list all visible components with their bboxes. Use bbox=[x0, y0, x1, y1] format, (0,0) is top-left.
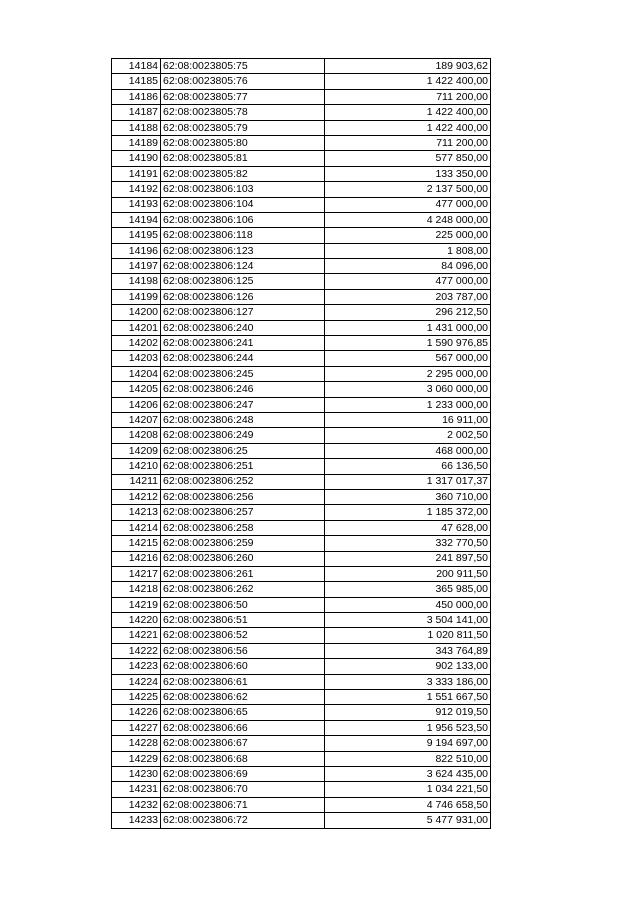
cadastral-value-table bbox=[111, 58, 491, 829]
row-number-cell: 14190 bbox=[112, 151, 161, 166]
row-number-cell: 14206 bbox=[112, 397, 161, 412]
row-number-cell: 14186 bbox=[112, 89, 161, 104]
cadastral-value-cell: 1 422 400,00 bbox=[325, 105, 491, 120]
cadastral-value-cell: 2 137 500,00 bbox=[325, 182, 491, 197]
cadastral-number-cell: 62:08:0023806:65 bbox=[161, 705, 325, 720]
table-row bbox=[112, 690, 491, 705]
cadastral-value-cell: 3 060 000,00 bbox=[325, 382, 491, 397]
cadastral-number-cell: 62:08:0023806:249 bbox=[161, 428, 325, 443]
cadastral-value-cell: 225 000,00 bbox=[325, 228, 491, 243]
row-number-cell: 14197 bbox=[112, 259, 161, 274]
cadastral-value-cell: 203 787,00 bbox=[325, 289, 491, 304]
table-row bbox=[112, 643, 491, 658]
row-number-cell: 14184 bbox=[112, 59, 161, 74]
table-row bbox=[112, 782, 491, 797]
row-number-cell: 14213 bbox=[112, 505, 161, 520]
row-number-cell: 14218 bbox=[112, 582, 161, 597]
cadastral-number-cell: 62:08:0023806:103 bbox=[161, 182, 325, 197]
row-number-cell: 14203 bbox=[112, 351, 161, 366]
table-row bbox=[112, 289, 491, 304]
cadastral-value-cell: 66 136,50 bbox=[325, 459, 491, 474]
cadastral-value-cell: 200 911,50 bbox=[325, 566, 491, 581]
row-number-cell: 14210 bbox=[112, 459, 161, 474]
row-number-cell: 14207 bbox=[112, 412, 161, 427]
table-row bbox=[112, 74, 491, 89]
row-number-cell: 14215 bbox=[112, 536, 161, 551]
row-number-cell: 14230 bbox=[112, 766, 161, 781]
cadastral-value-cell: 4 248 000,00 bbox=[325, 212, 491, 227]
cadastral-number-cell: 62:08:0023806:66 bbox=[161, 720, 325, 735]
table-row bbox=[112, 182, 491, 197]
cadastral-value-cell: 1 808,00 bbox=[325, 243, 491, 258]
cadastral-value-cell: 1 422 400,00 bbox=[325, 120, 491, 135]
cadastral-number-cell: 62:08:0023806:72 bbox=[161, 813, 325, 828]
cadastral-number-cell: 62:08:0023805:80 bbox=[161, 135, 325, 150]
cadastral-number-cell: 62:08:0023805:78 bbox=[161, 105, 325, 120]
table-row bbox=[112, 674, 491, 689]
cadastral-value-cell: 1 034 221,50 bbox=[325, 782, 491, 797]
table-row bbox=[112, 228, 491, 243]
cadastral-value-cell: 567 000,00 bbox=[325, 351, 491, 366]
row-number-cell: 14194 bbox=[112, 212, 161, 227]
cadastral-value-cell: 3 504 141,00 bbox=[325, 613, 491, 628]
cadastral-value-cell: 360 710,00 bbox=[325, 489, 491, 504]
cadastral-number-cell: 62:08:0023806:71 bbox=[161, 797, 325, 812]
cadastral-number-cell: 62:08:0023806:262 bbox=[161, 582, 325, 597]
cadastral-number-cell: 62:08:0023806:260 bbox=[161, 551, 325, 566]
row-number-cell: 14232 bbox=[112, 797, 161, 812]
table-row bbox=[112, 797, 491, 812]
table-row bbox=[112, 412, 491, 427]
row-number-cell: 14185 bbox=[112, 74, 161, 89]
cadastral-value-cell: 1 185 372,00 bbox=[325, 505, 491, 520]
cadastral-value-cell: 577 850,00 bbox=[325, 151, 491, 166]
table-row bbox=[112, 59, 491, 74]
cadastral-number-cell: 62:08:0023806:240 bbox=[161, 320, 325, 335]
row-number-cell: 14219 bbox=[112, 597, 161, 612]
row-number-cell: 14221 bbox=[112, 628, 161, 643]
cadastral-value-cell: 1 431 000,00 bbox=[325, 320, 491, 335]
table-row bbox=[112, 89, 491, 104]
table-row bbox=[112, 628, 491, 643]
cadastral-value-cell: 9 194 697,00 bbox=[325, 736, 491, 751]
row-number-cell: 14199 bbox=[112, 289, 161, 304]
cadastral-value-cell: 343 764,89 bbox=[325, 643, 491, 658]
cadastral-number-cell: 62:08:0023806:69 bbox=[161, 766, 325, 781]
cadastral-value-cell: 912 019,50 bbox=[325, 705, 491, 720]
cadastral-value-cell: 47 628,00 bbox=[325, 520, 491, 535]
cadastral-number-cell: 62:08:0023805:81 bbox=[161, 151, 325, 166]
row-number-cell: 14224 bbox=[112, 674, 161, 689]
cadastral-value-cell: 1 317 017,37 bbox=[325, 474, 491, 489]
cadastral-number-cell: 62:08:0023806:50 bbox=[161, 597, 325, 612]
row-number-cell: 14211 bbox=[112, 474, 161, 489]
row-number-cell: 14192 bbox=[112, 182, 161, 197]
table-row bbox=[112, 751, 491, 766]
cadastral-value-cell: 189 903,62 bbox=[325, 59, 491, 74]
cadastral-value-cell: 711 200,00 bbox=[325, 89, 491, 104]
cadastral-value-cell: 477 000,00 bbox=[325, 274, 491, 289]
cadastral-number-cell: 62:08:0023805:82 bbox=[161, 166, 325, 181]
row-number-cell: 14189 bbox=[112, 135, 161, 150]
cadastral-value-cell: 822 510,00 bbox=[325, 751, 491, 766]
cadastral-number-cell: 62:08:0023806:247 bbox=[161, 397, 325, 412]
cadastral-number-cell: 62:08:0023806:259 bbox=[161, 536, 325, 551]
cadastral-value-cell: 1 956 523,50 bbox=[325, 720, 491, 735]
cadastral-value-cell: 2 002,50 bbox=[325, 428, 491, 443]
row-number-cell: 14196 bbox=[112, 243, 161, 258]
table-body bbox=[112, 59, 491, 829]
row-number-cell: 14226 bbox=[112, 705, 161, 720]
table-row bbox=[112, 320, 491, 335]
cadastral-number-cell: 62:08:0023806:241 bbox=[161, 336, 325, 351]
row-number-cell: 14220 bbox=[112, 613, 161, 628]
table-row bbox=[112, 305, 491, 320]
cadastral-value-cell: 4 746 658,50 bbox=[325, 797, 491, 812]
cadastral-value-cell: 3 624 435,00 bbox=[325, 766, 491, 781]
cadastral-number-cell: 62:08:0023806:246 bbox=[161, 382, 325, 397]
table-row bbox=[112, 659, 491, 674]
cadastral-value-cell: 365 985,00 bbox=[325, 582, 491, 597]
cadastral-value-cell: 133 350,00 bbox=[325, 166, 491, 181]
cadastral-value-cell: 477 000,00 bbox=[325, 197, 491, 212]
cadastral-number-cell: 62:08:0023806:126 bbox=[161, 289, 325, 304]
table-row bbox=[112, 336, 491, 351]
row-number-cell: 14188 bbox=[112, 120, 161, 135]
table-row bbox=[112, 274, 491, 289]
row-number-cell: 14229 bbox=[112, 751, 161, 766]
cadastral-number-cell: 62:08:0023806:252 bbox=[161, 474, 325, 489]
cadastral-value-cell: 241 897,50 bbox=[325, 551, 491, 566]
row-number-cell: 14225 bbox=[112, 690, 161, 705]
cadastral-number-cell: 62:08:0023806:118 bbox=[161, 228, 325, 243]
cadastral-number-cell: 62:08:0023806:124 bbox=[161, 259, 325, 274]
cadastral-value-cell: 16 911,00 bbox=[325, 412, 491, 427]
cadastral-number-cell: 62:08:0023806:51 bbox=[161, 613, 325, 628]
cadastral-number-cell: 62:08:0023806:56 bbox=[161, 643, 325, 658]
table-row bbox=[112, 459, 491, 474]
table-row bbox=[112, 489, 491, 504]
cadastral-number-cell: 62:08:0023805:77 bbox=[161, 89, 325, 104]
row-number-cell: 14231 bbox=[112, 782, 161, 797]
table-row bbox=[112, 351, 491, 366]
cadastral-value-cell: 1 551 667,50 bbox=[325, 690, 491, 705]
table-row bbox=[112, 705, 491, 720]
table-row bbox=[112, 135, 491, 150]
table-row bbox=[112, 397, 491, 412]
cadastral-value-cell: 711 200,00 bbox=[325, 135, 491, 150]
cadastral-value-cell: 902 133,00 bbox=[325, 659, 491, 674]
table-row bbox=[112, 428, 491, 443]
cadastral-value-cell: 332 770,50 bbox=[325, 536, 491, 551]
cadastral-number-cell: 62:08:0023806:67 bbox=[161, 736, 325, 751]
table-row bbox=[112, 474, 491, 489]
cadastral-number-cell: 62:08:0023806:251 bbox=[161, 459, 325, 474]
cadastral-value-cell: 84 096,00 bbox=[325, 259, 491, 274]
cadastral-value-cell: 1 233 000,00 bbox=[325, 397, 491, 412]
table-row bbox=[112, 520, 491, 535]
cadastral-number-cell: 62:08:0023805:79 bbox=[161, 120, 325, 135]
table-row bbox=[112, 120, 491, 135]
table-row bbox=[112, 382, 491, 397]
cadastral-value-cell: 468 000,00 bbox=[325, 443, 491, 458]
cadastral-value-cell: 1 590 976,85 bbox=[325, 336, 491, 351]
table-row bbox=[112, 259, 491, 274]
table-row bbox=[112, 366, 491, 381]
cadastral-number-cell: 62:08:0023806:104 bbox=[161, 197, 325, 212]
cadastral-value-cell: 2 295 000,00 bbox=[325, 366, 491, 381]
cadastral-value-cell: 5 477 931,00 bbox=[325, 813, 491, 828]
table-row bbox=[112, 736, 491, 751]
cadastral-number-cell: 62:08:0023806:70 bbox=[161, 782, 325, 797]
cadastral-number-cell: 62:08:0023805:76 bbox=[161, 74, 325, 89]
row-number-cell: 14205 bbox=[112, 382, 161, 397]
cadastral-number-cell: 62:08:0023806:261 bbox=[161, 566, 325, 581]
table-row bbox=[112, 243, 491, 258]
cadastral-number-cell: 62:08:0023806:25 bbox=[161, 443, 325, 458]
row-number-cell: 14187 bbox=[112, 105, 161, 120]
cadastral-number-cell: 62:08:0023806:127 bbox=[161, 305, 325, 320]
table-row bbox=[112, 443, 491, 458]
cadastral-number-cell: 62:08:0023806:123 bbox=[161, 243, 325, 258]
row-number-cell: 14222 bbox=[112, 643, 161, 658]
cadastral-value-cell: 1 020 811,50 bbox=[325, 628, 491, 643]
row-number-cell: 14191 bbox=[112, 166, 161, 181]
cadastral-number-cell: 62:08:0023806:62 bbox=[161, 690, 325, 705]
cadastral-value-cell: 1 422 400,00 bbox=[325, 74, 491, 89]
cadastral-number-cell: 62:08:0023805:75 bbox=[161, 59, 325, 74]
cadastral-number-cell: 62:08:0023806:52 bbox=[161, 628, 325, 643]
cadastral-number-cell: 62:08:0023806:244 bbox=[161, 351, 325, 366]
row-number-cell: 14233 bbox=[112, 813, 161, 828]
table-row bbox=[112, 212, 491, 227]
row-number-cell: 14202 bbox=[112, 336, 161, 351]
row-number-cell: 14228 bbox=[112, 736, 161, 751]
table-row bbox=[112, 766, 491, 781]
cadastral-number-cell: 62:08:0023806:245 bbox=[161, 366, 325, 381]
cadastral-number-cell: 62:08:0023806:68 bbox=[161, 751, 325, 766]
row-number-cell: 14217 bbox=[112, 566, 161, 581]
table-row bbox=[112, 197, 491, 212]
table-row bbox=[112, 566, 491, 581]
table-row bbox=[112, 505, 491, 520]
cadastral-number-cell: 62:08:0023806:258 bbox=[161, 520, 325, 535]
cadastral-number-cell: 62:08:0023806:248 bbox=[161, 412, 325, 427]
table-row bbox=[112, 536, 491, 551]
row-number-cell: 14198 bbox=[112, 274, 161, 289]
table-row bbox=[112, 813, 491, 828]
row-number-cell: 14227 bbox=[112, 720, 161, 735]
table-row bbox=[112, 597, 491, 612]
row-number-cell: 14212 bbox=[112, 489, 161, 504]
row-number-cell: 14204 bbox=[112, 366, 161, 381]
row-number-cell: 14193 bbox=[112, 197, 161, 212]
cadastral-number-cell: 62:08:0023806:61 bbox=[161, 674, 325, 689]
row-number-cell: 14208 bbox=[112, 428, 161, 443]
row-number-cell: 14195 bbox=[112, 228, 161, 243]
row-number-cell: 14214 bbox=[112, 520, 161, 535]
cadastral-number-cell: 62:08:0023806:60 bbox=[161, 659, 325, 674]
cadastral-number-cell: 62:08:0023806:256 bbox=[161, 489, 325, 504]
row-number-cell: 14209 bbox=[112, 443, 161, 458]
row-number-cell: 14200 bbox=[112, 305, 161, 320]
cadastral-number-cell: 62:08:0023806:257 bbox=[161, 505, 325, 520]
table-row bbox=[112, 151, 491, 166]
row-number-cell: 14216 bbox=[112, 551, 161, 566]
table-row bbox=[112, 551, 491, 566]
table-row bbox=[112, 166, 491, 181]
cadastral-value-cell: 450 000,00 bbox=[325, 597, 491, 612]
cadastral-number-cell: 62:08:0023806:125 bbox=[161, 274, 325, 289]
cadastral-value-cell: 3 333 186,00 bbox=[325, 674, 491, 689]
row-number-cell: 14223 bbox=[112, 659, 161, 674]
cadastral-number-cell: 62:08:0023806:106 bbox=[161, 212, 325, 227]
cadastral-value-cell: 296 212,50 bbox=[325, 305, 491, 320]
table-row bbox=[112, 613, 491, 628]
row-number-cell: 14201 bbox=[112, 320, 161, 335]
table-row bbox=[112, 720, 491, 735]
table-row bbox=[112, 105, 491, 120]
table-row bbox=[112, 582, 491, 597]
